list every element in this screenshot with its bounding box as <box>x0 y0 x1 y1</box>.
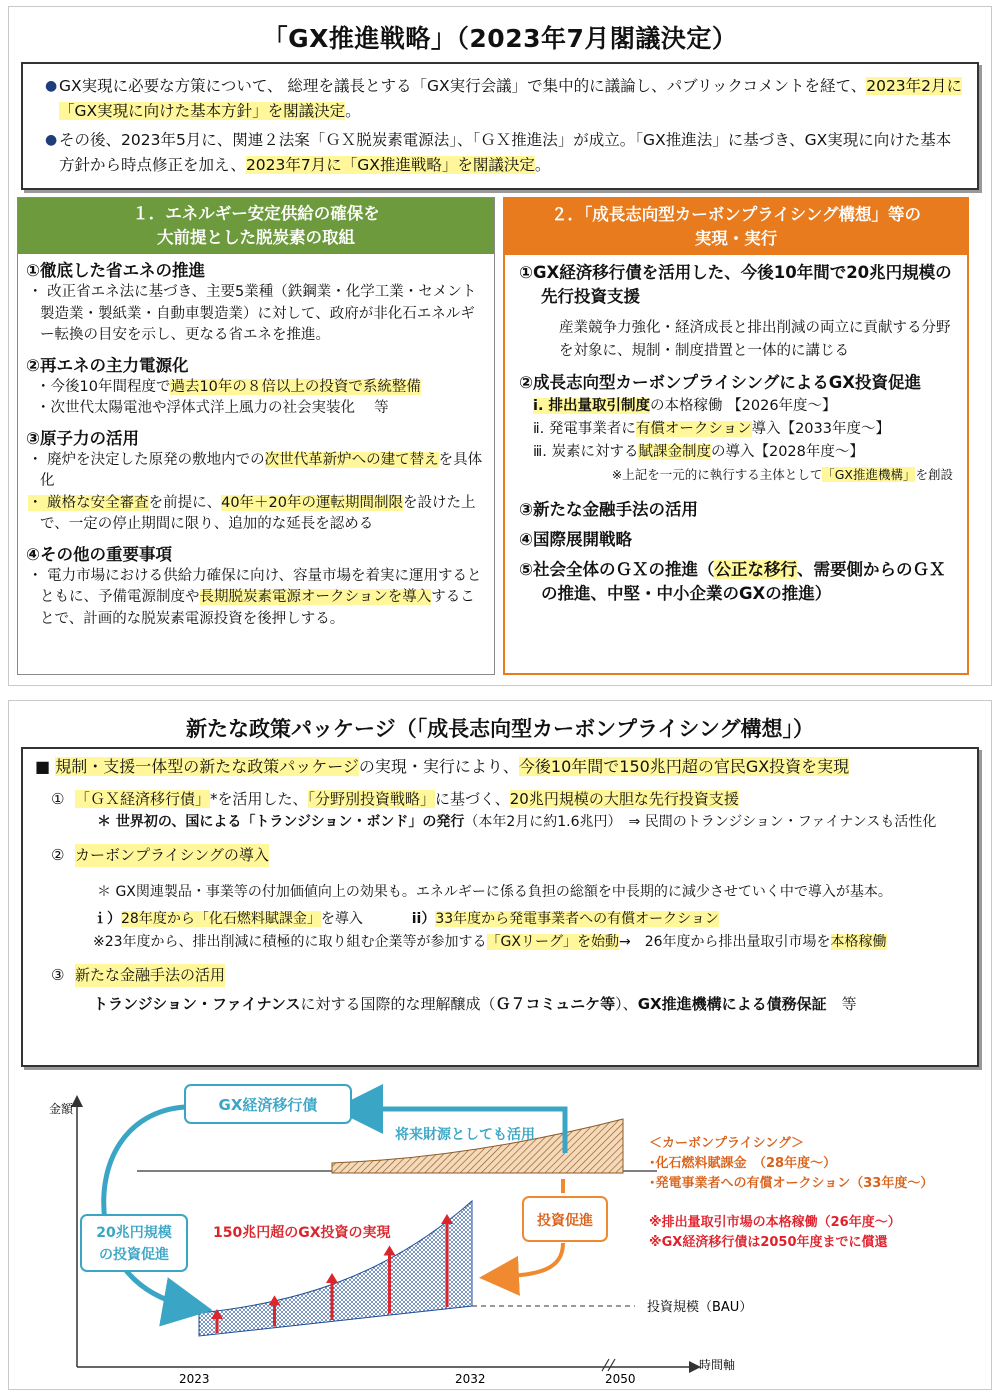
section-title: ④国際展開戦略 <box>519 530 632 549</box>
section-note: ※上記を一元的に執行する主体として「GX推進機構」を創設 <box>611 467 953 482</box>
bond-loop-arrow <box>104 1107 193 1307</box>
chart-title: 150兆円超のGX投資の実現 <box>213 1225 391 1241</box>
gx-bond-label: GX経済移行債 <box>218 1096 318 1114</box>
support-label-2: の投資促進 <box>99 1247 169 1263</box>
policy-box <box>21 747 979 1067</box>
column-header: １．エネルギー安定供給の確保を 大前提とした脱炭素の取組 <box>18 198 494 254</box>
section-title: ③新たな金融手法の活用 <box>519 500 698 519</box>
policy-item-2: ② カーボンプライシングの導入 <box>35 844 965 867</box>
y-axis-label: 金額 <box>49 1102 74 1116</box>
bau-label: 投資規模（BAU） <box>647 1300 753 1315</box>
note-1: ※排出量取引市場の本格稼働（26年度～） <box>649 1215 901 1230</box>
section-text: ・今後10年間程度で過去10年の８倍以上の投資で系統整備 <box>36 378 421 395</box>
intro-bullet-2: ● その後、2023年5月に、関連２法案「ＧＸ脱炭素電源法」、「ＧＸ推進法」が成立。「GX推進法」に基づき、GX実現に向けた基本方針から時点修正を加え、2023年7月に「GX推進戦略」を閣議決定。 <box>37 128 963 178</box>
support-label-1: 20兆円規模 <box>96 1225 172 1241</box>
section-text: ⅱ. 発電事業者に有償オークション導入【2033年度～】 <box>533 421 890 437</box>
section-title: ⑤社会全体のＧＸの推進（公正な移行、需要側からのＧＸの推進、中堅・中小企業のGXの推進） <box>519 560 946 603</box>
policy-headline: ■ 規制・支援一体型の新たな政策パッケージの実現・実行により、今後10年間で150兆円超の官民GX投資を実現 <box>35 757 850 776</box>
policy-package-panel <box>8 700 992 1390</box>
investment-area <box>199 1201 472 1336</box>
policy-item-3: ③ 新たな金融手法の活用 <box>35 964 965 987</box>
section-text: ・ 厳格な安全審査を前提に、40年＋20年の運転期間制限を設けた上で、一定の停止期間に限り、追加的な延長を認める <box>28 494 476 532</box>
note-2: ※GX経済移行債は2050年度までに償還 <box>649 1235 888 1250</box>
bullet-dot-icon: ● <box>45 132 58 148</box>
square-bullet-icon: ■ <box>35 757 51 776</box>
x-tick-2023: 2023 <box>179 1372 210 1386</box>
future-funding-label: 将来財源としても活用 <box>395 1127 535 1143</box>
section-title: ②成長志向型カーボンプライシングによるGX投資促進 <box>519 373 921 392</box>
cp-title: ＜カーボンプライシング＞ <box>649 1136 805 1151</box>
invest-promotion-label: 投資促進 <box>537 1213 593 1229</box>
intro-box <box>21 62 979 190</box>
section-title: ②再エネの主力電源化 <box>26 355 189 375</box>
section-title: ③原子力の活用 <box>26 428 139 448</box>
cp-item-1: ･化石燃料賦課金 （28年度～） <box>649 1156 837 1171</box>
cp-item-2: ･発電事業者への有償オークション（33年度～） <box>649 1176 934 1191</box>
section-text: ・次世代太陽電池や浮体式洋上風力の社会実装化 等 <box>36 400 389 416</box>
carbon-pricing-column <box>503 197 969 675</box>
column-header: ２．「成長志向型カーボンプライシング構想」等の 実現・実行 <box>505 199 967 255</box>
gx-investment-chart <box>17 1071 987 1389</box>
section-title: ①徹底した省エネの推進 <box>26 261 205 280</box>
policy-note: ｉ）28年度から「化石燃料賦課金」を導入 ii）33年度から発電事業者への有償オークション <box>93 911 719 927</box>
x-tick-2032: 2032 <box>455 1372 486 1386</box>
policy-note: ※23年度から、排出削減に積極的に取り組む企業等が参加する「GXリーグ」を始動→ 26年度から排出量取引市場を本格稼働 <box>93 934 887 950</box>
policy-item-1: ① 「ＧＸ経済移行債」*を活用した、「分野別投資戦略」に基づく、20兆円規模の大胆な先行投資支援 <box>51 790 739 808</box>
section-text: ・ 電力市場における供給力確保に向け、容量市場を着実に運用するとともに、予備電源制度や長期脱炭素電源オークションを導入することで、計画的な脱炭素電源投資を後押しする。 <box>28 567 482 627</box>
policy-note: トランジション・ファイナンスに対する国際的な理解醸成（Ｇ７コミュニケ等）、GX推進機構による債務保証 等 <box>93 995 857 1013</box>
x-axis-label: 時間軸 <box>699 1358 736 1372</box>
main-title: 「GX推進戦略」（2023年7月閣議決定） <box>262 24 738 53</box>
energy-security-column <box>17 197 495 675</box>
section-text: ・ 廃炉を決定した原発の敷地内での次世代革新炉への建て替えを具体化 <box>28 451 483 489</box>
axis-break-icon <box>602 1359 615 1371</box>
investment-arrow-head-3 <box>326 1273 338 1283</box>
section-text: 産業競争力強化・経済成長と排出削減の両立に貢献する分野を対象に、規制・制度措置と一体的に講じる <box>559 320 951 359</box>
section-title: ①GX経済移行債を活用した、今後10年間で20兆円規模の先行投資支援 <box>519 263 952 306</box>
chart-svg <box>17 1071 987 1389</box>
policy-note: ＊ GX関連製品・事業等の付加価値向上の効果も。エネルギーに係る負担の総額を中長期的に減少させていく中で導入が基本。 <box>97 884 892 900</box>
investment-arrow-head-4 <box>384 1245 396 1255</box>
gx-strategy-panel <box>8 6 992 686</box>
bullet-dot-icon: ● <box>45 78 58 94</box>
section-title: ④その他の重要事項 <box>26 544 172 564</box>
x-tick-2050: 2050 <box>605 1372 636 1386</box>
intro-bullet-1: ● GX実現に必要な方策について、 総理を議長とする「GX実行会議」で集中的に議論し、パブリックコメントを経て、2023年2月に「GX実現に向けた基本方針」を閣議決定。 <box>37 74 963 124</box>
policy-package-title: 新たな政策パッケージ（「成長志向型カーボンプライシング構想」） <box>185 717 814 741</box>
section-text: ・ 改正省エネ法に基づき、主要5業種（鉄鋼業・化学工業・セメント製造業・製紙業・自動車製造業）に対して、政府が非化石エネルギー転換の目安を示し、更なる省エネを推進。 <box>28 284 477 343</box>
section-text: ⅰ. 排出量取引制度の本格稼働 【2026年度～】 <box>533 398 837 414</box>
section-text: ⅲ. 炭素に対する賦課金制度の導入【2028年度～】 <box>533 444 864 460</box>
policy-note: ＊ 世界初の、国による「トランジション・ボンド」の発行（本年2月に約1.6兆円） ⇒ 民間のトランジション・ファイナンスも活性化 <box>97 814 937 830</box>
